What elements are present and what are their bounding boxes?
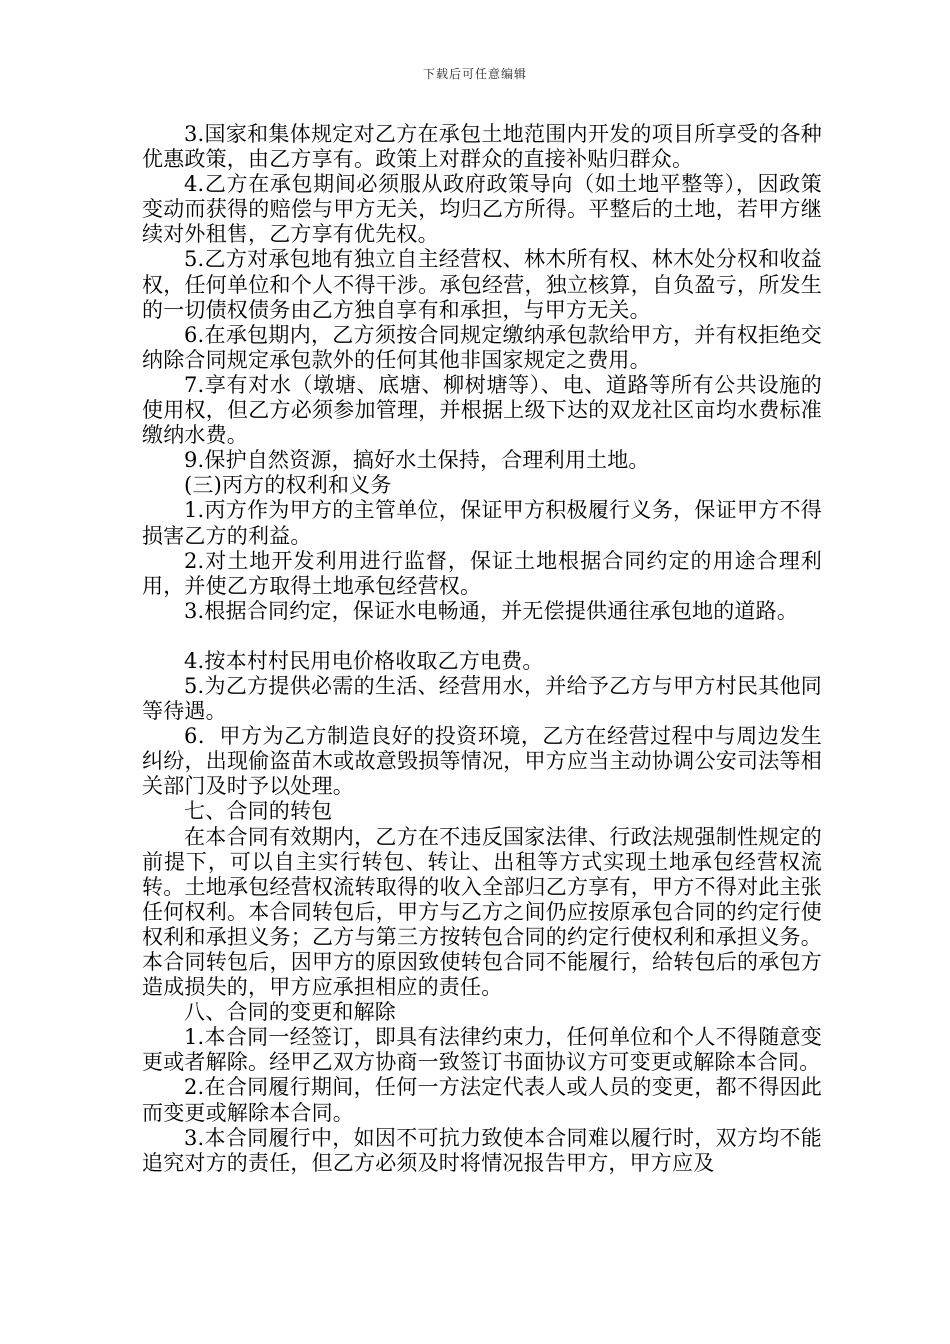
paragraph: 5.为乙方提供必需的生活、经营用水，并给予乙方与甲方村民其他同等待遇。 [142,673,822,724]
paragraph: 2.对土地开发利用进行监督，保证土地根据合同约定的用途合理利用，并使乙方取得土地承包经营权。 [142,548,822,598]
paragraph: 1.丙方作为甲方的主管单位，保证甲方积极履行义务，保证甲方不得损害乙方的利益。 [142,498,822,548]
paragraph: 7.享有对水（墩塘、底塘、柳树塘等）、电、道路等所有公共设施的使用权，但乙方必须参加管理，并根据上级下达的双龙社区亩均水费标准缴纳水费。 [142,372,822,448]
section-heading: (三)丙方的权利和义务 [184,473,392,498]
paragraph: 1.本合同一经签订，即具有法律约束力，任何单位和个人不得随意变更或者解除。经甲乙双方协商一致签订书面协议方可变更或解除本合同。 [142,1025,822,1075]
paragraph: 在本合同有效期内，乙方在不违反国家法律、行政法规强制性规定的前提下，可以自主实行转包、转让、出租等方式实现土地承包经营权流转。土地承包经营权流转取得的收入全部归乙方享有，甲方不得对此主张任何权利。本合同转包后，甲方与乙方之间仍应按原承包合同的约定行使权利和承担义务；乙方与第三方按转包合同的约定行使权利和承担义务。本合同转包后，因甲方的原因致使转包合同不能履行，给转包后的承包方造成损失的，甲方应承担相应的责任。 [142,824,822,1000]
paragraph: 5.乙方对承包地有独立自主经营权、林木所有权、林木处分权和收益权，任何单位和个人不得干涉。承包经营，独立核算，自负盈亏，所发生的一切债权债务由乙方独自享有和承担，与甲方无关。 [142,247,822,322]
document-body [142,122,822,1176]
paragraph: 9.保护自然资源，搞好水土保持，合理利用土地。 [184,448,650,473]
paragraph: 6.在承包期内，乙方须按合同规定缴纳承包款给甲方，并有权拒绝交纳除合同规定承包款外的任何其他非国家规定之费用。 [142,322,822,372]
paragraph: 3.国家和集体规定对乙方在承包土地范围内开发的项目所享受的各种优惠政策，由乙方享有。政策上对群众的直接补贴归群众。 [142,122,822,172]
page-header-note: 下载后可任意编辑 [422,67,527,81]
section-heading: 八、合同的变更和解除 [184,1000,396,1025]
paragraph: 4.乙方在承包期间必须服从政府政策导向（如土地平整等），因政策变动而获得的赔偿与甲方无关，均归乙方所得。平整后的土地，若甲方继续对外租售，乙方享有优先权。 [142,172,822,247]
paragraph: 3.本合同履行中，如因不可抗力致使本合同难以履行时，双方均不能追究对方的责任，但乙方必须及时将情况报告甲方，甲方应及 [142,1125,822,1175]
paragraph: 4.按本村村民用电价格收取乙方电费。 [184,648,544,673]
paragraph: 3.根据合同约定，保证水电畅通，并无偿提供通往承包地的道路。 [184,598,799,623]
paragraph: 6．甲方为乙方制造良好的投资环境，乙方在经营过程中与周边发生纠纷，出现偷盗苗木或故意毁损等情况，甲方应当主动协调公安司法等相关部门及时予以处理。 [142,724,822,799]
section-heading: 七、合同的转包 [184,799,333,824]
paragraph: 2.在合同履行期间，任何一方法定代表人或人员的变更，都不得因此而变更或解除本合同。 [142,1075,822,1125]
